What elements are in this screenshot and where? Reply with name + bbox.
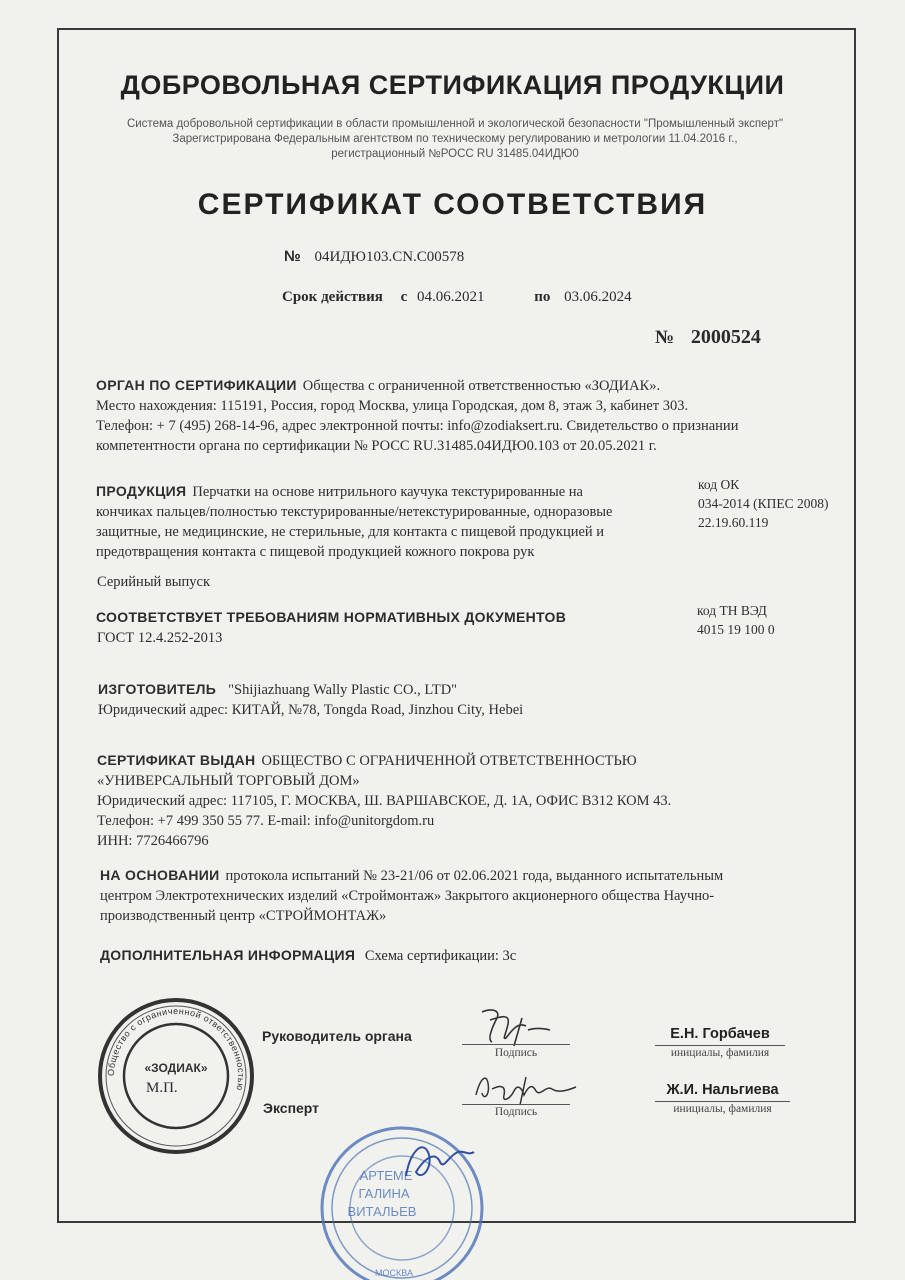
head-name-line — [655, 1045, 785, 1046]
manufacturer-address: Юридический адрес: КИТАЙ, №78, Tongda Road, Jinzhou City, Hebei — [98, 702, 524, 718]
blue-stamp-text: ГАЛИНА — [358, 1186, 410, 1201]
section-label: НА ОСНОВАНИИ — [100, 867, 220, 883]
name-caption: инициалы, фамилия — [670, 1047, 770, 1059]
header-subtitle-line: Система добровольной сертификации в области промышленной и экологической безопасности "Промышленный эксперт" — [126, 118, 784, 130]
validity-label: Срок действия — [282, 289, 383, 305]
blank-number-sign: № — [655, 327, 675, 348]
basis-section — [100, 865, 820, 926]
issued-to-section — [97, 750, 837, 851]
basis-line: протокола испытаний № 23-21/06 от 02.06.2021 года, выданного испытательным — [225, 868, 724, 884]
basis-line: центром Электротехнических изделий «Строймонтаж» Закрытого акционерного общества Научно- — [100, 888, 715, 904]
validity-row — [282, 289, 632, 306]
serial-production: Серийный выпуск — [97, 574, 211, 590]
certificate-title: СЕРТИФИКАТ СООТВЕТСТВИЯ — [197, 188, 708, 221]
product-section — [96, 481, 696, 562]
expert-name-line — [655, 1101, 790, 1102]
organization-stamp — [96, 996, 256, 1156]
issued-to-line: ИНН: 7726466796 — [97, 833, 209, 849]
tnved-label: код ТН ВЭД — [697, 603, 767, 618]
basis-line: производственный центр «СТРОЙМОНТАЖ» — [100, 908, 387, 924]
organ-address: Место нахождения: 115191, Россия, город Москва, улица Городская, дом 8, этаж 3, кабинет 303. — [96, 398, 689, 414]
head-name: Е.Н. Горбачев — [670, 1026, 770, 1042]
valid-from-date: 04.06.2021 — [417, 289, 485, 305]
issued-to-line: ОБЩЕСТВО С ОГРАНИЧЕННОЙ ОТВЕТСТВЕННОСТЬЮ — [261, 753, 637, 769]
blue-stamp-text: МОСКВА — [375, 1268, 413, 1278]
expert-name: Ж.И. Нальгиева — [666, 1082, 779, 1098]
stamp-ring-text: Общество с ограниченной ответственностью — [105, 1005, 247, 1092]
certificate-number-row — [284, 248, 464, 266]
head-role-label: Руководитель органа — [262, 1028, 412, 1044]
validity-from-label: с — [400, 289, 408, 305]
header-subtitle-line: регистрационный №РОСС RU 31485.04ИДЮ0 — [331, 148, 579, 160]
expert-stamp — [318, 1112, 486, 1280]
certificate-number: 04ИДЮ103.CN.C00578 — [314, 249, 465, 265]
issued-to-line: Юридический адрес: 117105, Г. МОСКВА, Ш. ВАРШАВСКОЕ, Д. 1А, ОФИС В312 КОМ 43. — [97, 793, 672, 809]
name-caption: инициалы, фамилия — [673, 1103, 772, 1115]
signature-caption: Подпись — [494, 1047, 538, 1059]
manufacturer-section — [98, 679, 798, 720]
section-label: ОРГАН ПО СЕРТИФИКАЦИИ — [96, 377, 297, 393]
number-sign: № — [284, 248, 301, 265]
requirements-label: СООТВЕТСТВУЕТ ТРЕБОВАНИЯМ НОРМАТИВНЫХ ДОКУМЕНТОВ — [96, 609, 567, 625]
certification-body-section — [96, 375, 836, 456]
product-description-line: защитные, не медицинские, не стерильные, для контакта с пищевой продукцией и — [96, 524, 605, 540]
manufacturer-name: "Shijiazhuang Wally Plastic CO., LTD" — [228, 682, 458, 698]
okpd-code: 22.19.60.119 — [698, 515, 769, 530]
section-label: СЕРТИФИКАТ ВЫДАН — [97, 752, 256, 768]
blank-number: 2000524 — [690, 326, 761, 348]
expert-role-label: Эксперт — [263, 1100, 320, 1116]
okpd-label: код ОК — [698, 477, 740, 492]
section-label: ИЗГОТОВИТЕЛЬ — [98, 681, 217, 697]
issued-to-line: Телефон: +7 499 350 55 77. E-mail: info@unitorgdom.ru — [97, 813, 435, 829]
header-subtitle — [60, 117, 850, 162]
validity-to-label: по — [534, 289, 551, 305]
valid-to-date: 03.06.2024 — [564, 289, 632, 305]
organ-accreditation: компетентности органа по сертификации № РОСС RU.31485.04ИДЮ0.103 от 20.05.2021 г. — [96, 438, 657, 454]
head-signature — [462, 1000, 562, 1050]
stamp-place-label: М.П. — [146, 1080, 178, 1096]
stamp-center-text: «ЗОДИАК» — [144, 1061, 208, 1075]
blank-number-row — [655, 326, 761, 349]
product-description-line: кончиках пальцев/полностью текстурированные/нетекстурированные, одноразовые — [96, 504, 613, 520]
tnved-code: 4015 19 100 0 — [697, 622, 775, 637]
section-label: ПРОДУКЦИЯ — [96, 483, 187, 499]
okpd-code-block — [698, 475, 829, 532]
expert-signature-line — [462, 1104, 570, 1105]
head-signature-line — [462, 1044, 570, 1045]
organ-contacts: Телефон: + 7 (495) 268-14-96, адрес электронной почты: info@zodiaksert.ru. Свидетельство о признании — [96, 418, 739, 434]
standard-reference: ГОСТ 12.4.252-2013 — [97, 630, 223, 646]
product-description-line: предотвращения контакта с пищевой продукцией кожного покрова рук — [96, 544, 535, 560]
product-description-line: Перчатки на основе нитрильного каучука текстурированные на — [192, 484, 583, 500]
stamp-graphic — [96, 996, 256, 1156]
certification-scheme: Схема сертификации: 3с — [364, 948, 517, 964]
header-subtitle-line: Зарегистрирована Федеральным агентством по техническому регулированию и метрологии 11.04.2016 г., — [172, 133, 738, 145]
header-title: ДОБРОВОЛЬНАЯ СЕРТИФИКАЦИЯ ПРОДУКЦИИ — [120, 70, 785, 100]
blue-stamp-text: АРТЕМЕ — [359, 1168, 413, 1183]
issued-to-line: «УНИВЕРСАЛЬНЫЙ ТОРГОВЫЙ ДОМ» — [97, 773, 360, 789]
okpd-classifier: 034-2014 (КПЕС 2008) — [698, 496, 829, 511]
additional-info-row — [100, 947, 516, 965]
blue-stamp-text: ВИТАЛЬЕВ — [347, 1204, 417, 1219]
organ-name: Общества с ограниченной ответственностью «ЗОДИАК». — [302, 378, 661, 394]
tnved-code-block — [697, 601, 775, 639]
signature-caption: Подпись — [494, 1106, 538, 1118]
section-label: ДОПОЛНИТЕЛЬНАЯ ИНФОРМАЦИЯ — [100, 947, 356, 963]
